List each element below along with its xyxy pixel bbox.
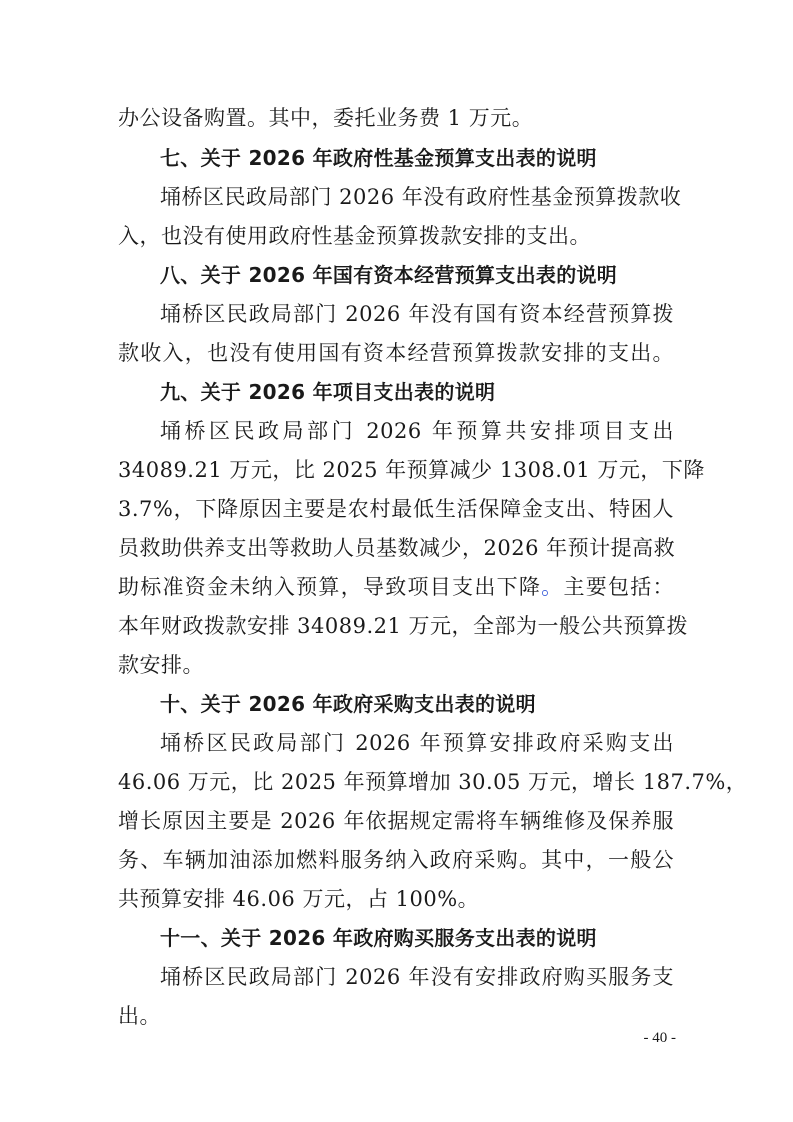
paragraph-line: 3.7%，下降原因主要是农村最低生活保障金支出、特困人 — [118, 497, 674, 521]
paragraph-line: 埇桥区民政局部门 2026 年没有安排政府购买服务支 — [160, 965, 674, 989]
paragraph-line — [118, 572, 674, 602]
paragraph-text: 主要包括： — [563, 575, 675, 599]
paragraph-line: 埇桥区民政局部门 2026 年预算安排政府采购支出 — [160, 731, 674, 755]
paragraph-line: 款安排。 — [118, 653, 204, 677]
blue-period: 。 — [541, 575, 564, 599]
paragraph-line: 34089.21 万元，比 2025 年预算减少 1308.01 万元，下降 — [118, 458, 705, 482]
paragraph-line: 埇桥区民政局部门 2026 年没有国有资本经营预算拨 — [160, 302, 674, 326]
paragraph-line: 埇桥区民政局部门 2026 年没有政府性基金预算拨款收 — [160, 185, 682, 209]
section-heading-10: 十、关于 2026 年政府采购支出表的说明 — [160, 692, 536, 716]
paragraph-line: 务、车辆加油添加燃料服务纳入政府采购。其中，一般公 — [118, 848, 674, 872]
page-number: - 40 - — [643, 1030, 676, 1046]
paragraph-line: 入，也没有使用政府性基金预算拨款安排的支出。 — [118, 224, 591, 248]
paragraph-line: 员救助供养支出等救助人员基数减少，2026 年预计提高救 — [118, 536, 676, 560]
paragraph-line: 款收入，也没有使用国有资本经营预算拨款安排的支出。 — [118, 341, 674, 365]
section-heading-8: 八、关于 2026 年国有资本经营预算支出表的说明 — [160, 263, 618, 287]
paragraph-line: 46.06 万元，比 2025 年预算增加 30.05 万元，增长 187.7%， — [118, 770, 748, 794]
paragraph-line: 本年财政拨款安排 34089.21 万元，全部为一般公共预算拨 — [118, 614, 689, 638]
paragraph-line: 增长原因主要是 2026 年依据规定需将车辆维修及保养服 — [118, 809, 674, 833]
section-heading-9: 九、关于 2026 年项目支出表的说明 — [160, 380, 496, 404]
paragraph-line: 办公设备购置。其中，委托业务费 1 万元。 — [118, 106, 534, 130]
paragraph-line: 埇桥区民政局部门 2026 年预算共安排项目支出 — [160, 419, 674, 443]
paragraph-line: 共预算安排 46.06 万元，占 100%。 — [118, 887, 480, 911]
paragraph-line: 出。 — [118, 1004, 161, 1028]
section-heading-7: 七、关于 2026 年政府性基金预算支出表的说明 — [160, 146, 597, 170]
paragraph-text: 助标准资金未纳入预算，导致项目支出下降 — [118, 575, 542, 599]
section-heading-11: 十一、关于 2026 年政府购买服务支出表的说明 — [160, 926, 597, 950]
